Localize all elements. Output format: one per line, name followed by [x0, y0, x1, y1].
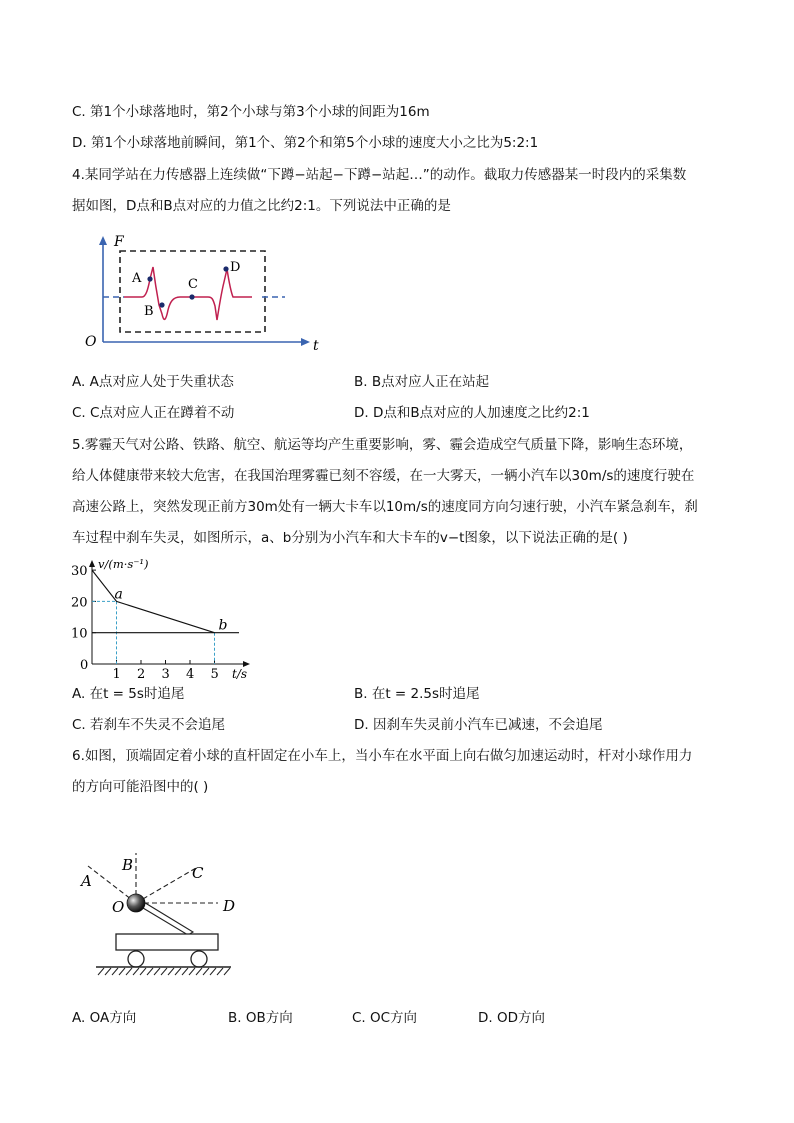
q5-x-tick-label: 5 [210, 667, 219, 679]
q4-point-d-marker [223, 266, 228, 271]
q6-hatch-stroke [133, 968, 139, 975]
q3-option-c: C. 第1个小球落地时，第2个小球与第3个小球的间距为16m [72, 104, 430, 120]
q5-vt-chart [66, 554, 266, 679]
q4-t-axis-arrow [301, 338, 310, 346]
q6-hatch-stroke [203, 968, 209, 975]
q4-origin-label: O [85, 334, 97, 350]
q5-x-axis-label: t/s [232, 667, 248, 679]
q5-x-tick-label: 4 [186, 667, 195, 679]
q5-option-d[interactable]: D. 因刹车失灵前小汽车已减速，不会追尾 [354, 717, 603, 733]
q5-y-tick-label: 20 [71, 595, 88, 611]
q6-hatch-stroke [210, 968, 216, 975]
q6-wheel-left [128, 951, 144, 967]
q3-option-d: D. 第1个小球落地前瞬间，第1个、第2个和第5个小球的速度大小之比为5:2:1 [72, 135, 539, 151]
q4-f-axis-label: F [114, 234, 124, 250]
q4-point-c-marker [189, 294, 194, 299]
q6-line-oc [136, 868, 196, 903]
q5-x-tick-label: 3 [161, 667, 170, 679]
q6-hatch-stroke [154, 968, 160, 975]
q6-hatch-stroke [168, 968, 174, 975]
q6-hatch-stroke [126, 968, 132, 975]
q5-x-tick-label: 1 [112, 667, 121, 679]
q6-cart-figure [78, 848, 248, 983]
q6-label-b: B [122, 856, 134, 874]
q4-stem-line-1: 4.某同学站在力传感器上连续做“下蹲−站起−下蹲−站起…”的动作。截取力传感器某一时段内的采集数 [72, 167, 687, 183]
q6-hatch-stroke [175, 968, 181, 975]
q6-hatch-stroke [147, 968, 153, 975]
q4-stem-line-2: 据如图，D点和B点对应的力值之比约2:1。下列说法中正确的是 [72, 198, 451, 214]
q6-label-d: D [223, 897, 236, 915]
q6-option-a[interactable]: A. OA方向 [72, 1010, 137, 1026]
q6-hatch-stroke [98, 968, 104, 975]
q5-y-axis-arrow [89, 560, 95, 567]
q6-option-b[interactable]: B. OB方向 [228, 1010, 293, 1026]
q4-point-d-label: D [230, 260, 241, 275]
q6-hatch-stroke [140, 968, 146, 975]
q6-hatch-stroke [112, 968, 118, 975]
q4-point-b-marker [159, 302, 164, 307]
q4-f-axis-arrow [99, 236, 107, 245]
q5-stem-line-4: 车过程中刹车失灵，如图所示，a、b分别为小汽车和大卡车的v−t图象，以下说法正确的是( ) [72, 530, 628, 546]
q5-y-tick-label: 30 [71, 564, 88, 580]
q6-hatch-stroke [196, 968, 202, 975]
q6-label-a: A [81, 872, 92, 890]
q4-point-a-label: A [132, 271, 142, 286]
q6-hatch-stroke [182, 968, 188, 975]
q5-y-tick-label: 10 [71, 626, 88, 642]
q5-option-a[interactable]: A. 在t = 5s时追尾 [72, 686, 185, 702]
q4-point-a-marker [147, 276, 152, 281]
q6-stem-line-2: 的方向可能沿图中的( ) [72, 779, 209, 795]
q6-hatch-stroke [119, 968, 125, 975]
q5-series-a-label: a [114, 586, 123, 603]
q4-t-axis-label: t [313, 338, 319, 354]
q5-x-tick-label: 2 [137, 667, 146, 679]
q6-hatch-stroke [161, 968, 167, 975]
q6-option-c[interactable]: C. OC方向 [352, 1010, 418, 1026]
q4-force-time-figure [80, 226, 330, 356]
q5-series-b-label: b [218, 617, 228, 634]
q5-y-tick-label: 0 [80, 658, 89, 673]
q6-stem-line-1: 6.如图，顶端固定着小球的直杆固定在小车上，当小车在水平面上向右做匀加速运动时，杆对小球作用力 [72, 748, 693, 764]
q4-point-c-label: C [188, 277, 198, 292]
q6-wheel-right [191, 951, 207, 967]
q4-option-a[interactable]: A. A点对应人处于失重状态 [72, 374, 234, 390]
q5-y-axis-label: v/(m·s⁻¹) [98, 557, 149, 571]
q4-option-b[interactable]: B. B点对应人正在站起 [354, 374, 490, 390]
q6-hatch-stroke [224, 968, 230, 975]
q6-rod [138, 901, 193, 935]
q6-hatch-stroke [189, 968, 195, 975]
q6-label-c: C [192, 864, 204, 882]
q6-label-o: O [112, 898, 125, 916]
q5-option-c[interactable]: C. 若刹车不失灵不会追尾 [72, 717, 226, 733]
q5-stem-line-1: 5.雾霾天气对公路、铁路、航空、航运等均产生重要影响，雾、霾会造成空气质量下降，影响生态环境， [72, 437, 693, 453]
q4-point-b-label: B [144, 304, 154, 319]
q4-option-c[interactable]: C. C点对应人正在蹲着不动 [72, 405, 235, 421]
q6-hatch-stroke [217, 968, 223, 975]
q6-hatch-stroke [105, 968, 111, 975]
q4-option-d[interactable]: D. D点和B点对应的人加速度之比约2:1 [354, 405, 590, 421]
q6-option-d[interactable]: D. OD方向 [478, 1010, 545, 1026]
q6-ball [127, 894, 145, 912]
q5-series-a-line [92, 570, 215, 633]
q6-ground-hatching [98, 968, 230, 975]
q5-stem-line-2: 给人体健康带来较大危害，在我国治理雾霾已刻不容缓，在一大雾天，一辆小汽车以30m/s的速度行驶在 [72, 468, 695, 484]
q5-option-b[interactable]: B. 在t = 2.5s时追尾 [354, 686, 480, 702]
q5-stem-line-3: 高速公路上，突然发现正前方30m处有一辆大卡车以10m/s的速度同方向匀速行驶，小汽车紧急刹车，刹 [72, 499, 698, 515]
q6-cart-body [116, 934, 218, 950]
